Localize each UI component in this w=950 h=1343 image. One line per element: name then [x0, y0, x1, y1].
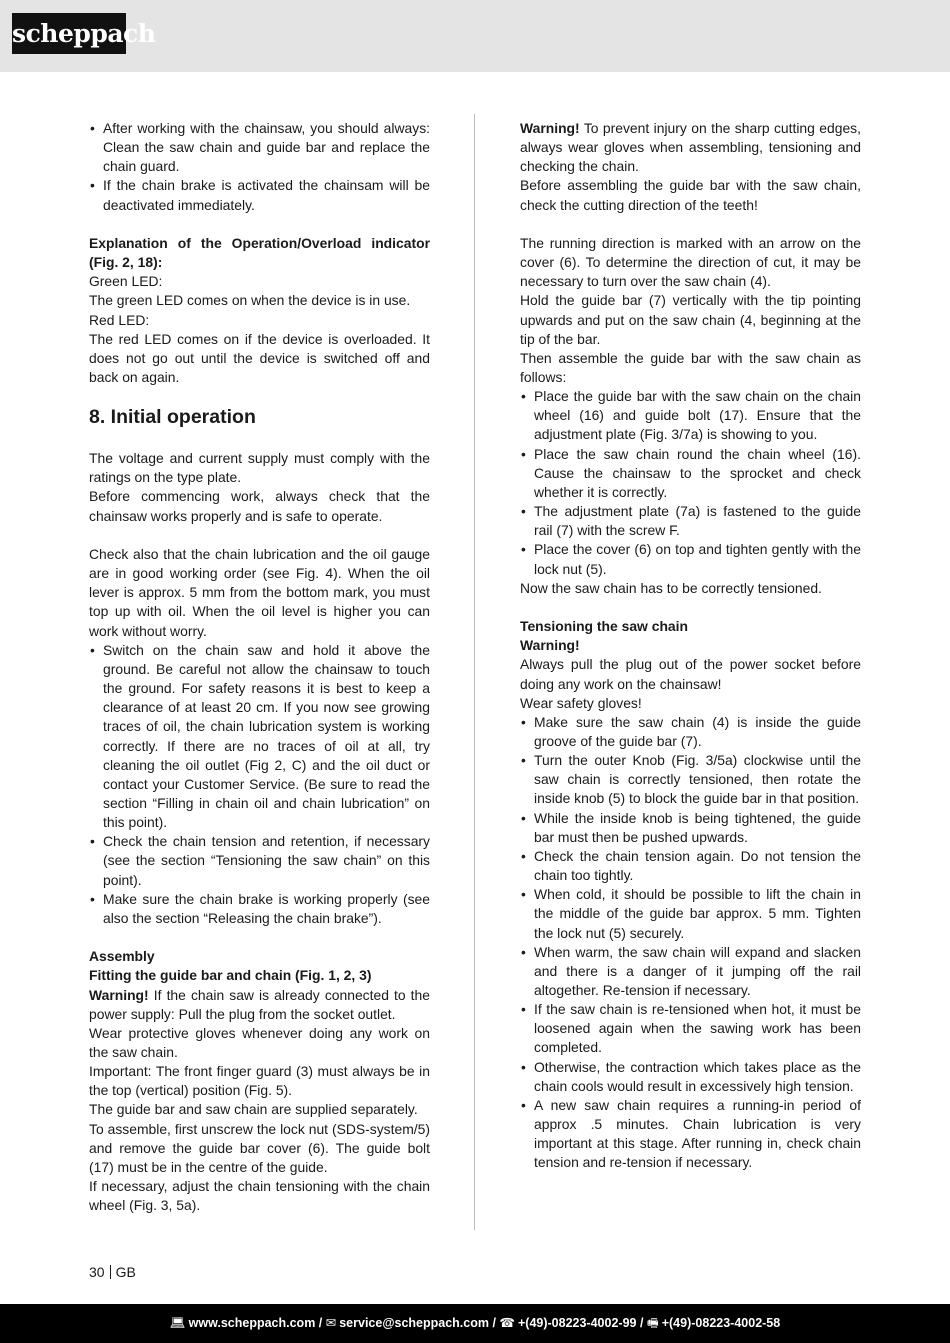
- footer-separator: /: [315, 1316, 326, 1330]
- list-item: • Check the chain tension again. Do not tension the chain too tightly.: [520, 847, 861, 885]
- warning-paragraph: [89, 986, 430, 1024]
- warning-text: If the chain saw is already connected to the power supply: Pull the plug from the socket outlet.: [89, 986, 430, 1022]
- list-item: • Check the chain tension and retention, if necessary (see the section “Tensioning the saw chain” on this point).: [89, 832, 430, 889]
- indicator-heading: Explanation of the Operation/Overload indicator (Fig. 2, 18):: [89, 234, 430, 271]
- red-led-label: Red LED:: [89, 311, 150, 328]
- list-item: • When warm, the saw chain will expand and slacken and there is a danger of it jumping off the rail altogether. Re-tension if necessary.: [520, 943, 861, 1000]
- paragraph: Important: The front finger guard (3) must always be in the top (vertical) position (Fig. 5).: [89, 1063, 430, 1099]
- footer-separator: /: [488, 1316, 500, 1330]
- list-item: • If the saw chain is re-tensioned when hot, it must be loosened again when the sawing work has been completed.: [520, 1000, 861, 1057]
- warning-label: Warning!: [89, 986, 149, 1003]
- header-bar: [0, 0, 950, 72]
- tensioning-bullet-list: [520, 713, 861, 1173]
- paragraph: Wear protective gloves whenever doing any work on the saw chain.: [89, 1024, 430, 1060]
- warning-paragraph: [520, 119, 861, 176]
- list-item: • Make sure the saw chain (4) is inside the guide groove of the guide bar (7).: [520, 713, 861, 751]
- list-item: • The adjustment plate (7a) is fastened to the guide rail (7) with the screw F.: [520, 502, 861, 540]
- website-link[interactable]: www.scheppach.com: [188, 1316, 316, 1330]
- page-separator: [110, 1265, 111, 1279]
- list-item: • Place the saw chain round the chain wheel (16). Cause the chainsaw to the sprocket and check whether it is correctly.: [520, 445, 861, 502]
- email-link[interactable]: service@scheppach.com: [339, 1316, 489, 1330]
- paragraph: Then assemble the guide bar with the saw chain as follows:: [520, 349, 861, 386]
- paragraph: The voltage and current supply must comply with the ratings on the type plate.: [89, 450, 430, 486]
- paragraph: Before assembling the guide bar with the saw chain, check the cutting direction of the teeth!: [520, 177, 861, 213]
- list-item: • Place the guide bar with the saw chain on the chain wheel (16) and guide bolt (17). Ensure that the adjustment plate (Fig. 3/7a) is showing to you.: [520, 387, 861, 444]
- mail-icon: ✉︎: [325, 1316, 337, 1330]
- assemble-bullet-list: [520, 387, 861, 579]
- assembly-heading: Assembly: [89, 948, 155, 965]
- warning-text: To prevent injury on the sharp cutting edges, always wear gloves when assembling, tensioning and checking the chain.: [520, 120, 861, 175]
- paragraph: Hold the guide bar (7) vertically with the tip pointing upwards and put on the saw chain (4, beginning at the tip of the bar.: [520, 292, 861, 347]
- left-column: [89, 119, 430, 1215]
- page-number-value: 30: [89, 1264, 105, 1280]
- paragraph: Now the saw chain has to be correctly tensioned.: [520, 579, 822, 596]
- list-item: • A new saw chain requires a running-in period of approx .5 minutes. Chain lubrication is very important at this stage. After running in, check chain tension and re-tension if necessary.: [520, 1096, 861, 1173]
- computer-icon: 💻︎: [169, 1316, 186, 1330]
- paragraph: If necessary, adjust the chain tensioning with the chain wheel (Fig. 3, 5a).: [89, 1178, 430, 1214]
- footer-separator: /: [636, 1316, 647, 1330]
- list-item: • Place the cover (6) on top and tighten gently with the lock nut (5).: [520, 540, 861, 578]
- list-item: • After working with the chainsaw, you should always: Clean the saw chain and guide bar and replace the chain guard.: [89, 119, 430, 176]
- column-divider: [474, 114, 475, 1230]
- intro-bullet-list: [89, 119, 430, 215]
- paragraph: Before commencing work, always check that the chainsaw works properly and is safe to operate.: [89, 488, 430, 524]
- right-column: [520, 119, 861, 1173]
- brand-logo: scheppach: [12, 13, 126, 54]
- contact-footer-bar: [0, 1304, 950, 1343]
- page-language: GB: [115, 1264, 136, 1280]
- fitting-heading: Fitting the guide bar and chain (Fig. 1, 2, 3): [89, 967, 372, 984]
- list-item: • If the chain brake is activated the chainsam will be deactivated immediately.: [89, 176, 430, 214]
- list-item: • When cold, it should be possible to lift the chain in the middle of the guide bar approx. 5 mm. Tighten the lock nut (5) securely.: [520, 885, 861, 942]
- paragraph: To assemble, first unscrew the lock nut (SDS-system/5) and remove the guide bar cover (6). The guide bolt (17) must be in the centre of the guide.: [89, 1120, 430, 1175]
- list-item: • Turn the outer Knob (Fig. 3/5a) clockwise until the saw chain is correctly tensioned, then rotate the inside knob (5) to block the guide bar in that position.: [520, 751, 861, 808]
- fax-number: +(49)-08223-4002-58: [661, 1316, 781, 1330]
- warning-label: Warning!: [520, 120, 580, 136]
- green-led-text: The green LED comes on when the device is in use.: [89, 292, 411, 309]
- phone-icon: ☎︎: [499, 1316, 515, 1330]
- section-title: 8. Initial operation: [89, 406, 256, 429]
- page-number: [89, 1264, 136, 1280]
- list-item: • Otherwise, the contraction which takes place as the chain cools would result in excessively high tension.: [520, 1058, 861, 1096]
- paragraph: Check also that the chain lubrication and the oil gauge are in good working order (see Fig. 4). When the oil lever is approx. 5 mm from the bottom mark, you must top up with oil. When the oil level is higher you can work without worry.: [89, 545, 430, 639]
- operation-bullet-list: [89, 641, 430, 928]
- red-led-text: The red LED comes on if the device is overloaded. It does not go out until the device is switched off and back on again.: [89, 330, 430, 386]
- list-item: • Switch on the chain saw and hold it above the ground. Be careful not allow the chainsaw to touch the ground. For safety reasons it is best to keep a clearance of at least 20 cm. If you now see growing traces of oil, the chain lubrication system is working correctly. If there are no traces of oil at all, try cleaning the oil outlet (Fig 2, C) and the oil duct or contact your Customer Service. (Be sure to read the section “Filling in chain oil and chain lubrication” on this point).: [89, 641, 430, 833]
- tensioning-warning-label: Warning!: [520, 637, 580, 654]
- phone-number: +(49)-08223-4002-99: [517, 1316, 637, 1330]
- tensioning-heading: Tensioning the saw chain: [520, 618, 688, 635]
- list-item: • While the inside knob is being tightened, the guide bar must then be pushed upwards.: [520, 809, 861, 847]
- paragraph: Wear safety gloves!: [520, 694, 642, 711]
- fax-icon: 🖷︎: [646, 1316, 659, 1330]
- paragraph: The guide bar and saw chain are supplied separately.: [89, 1101, 418, 1118]
- list-item: • Make sure the chain brake is working properly (see also the section “Releasing the chain brake”).: [89, 890, 430, 928]
- green-led-label: Green LED:: [89, 273, 163, 290]
- paragraph: The running direction is marked with an arrow on the cover (6). To determine the direction of cut, it may be necessary to turn over the saw chain (4).: [520, 234, 861, 290]
- paragraph: Always pull the plug out of the power socket before doing any work on the chainsaw!: [520, 656, 861, 692]
